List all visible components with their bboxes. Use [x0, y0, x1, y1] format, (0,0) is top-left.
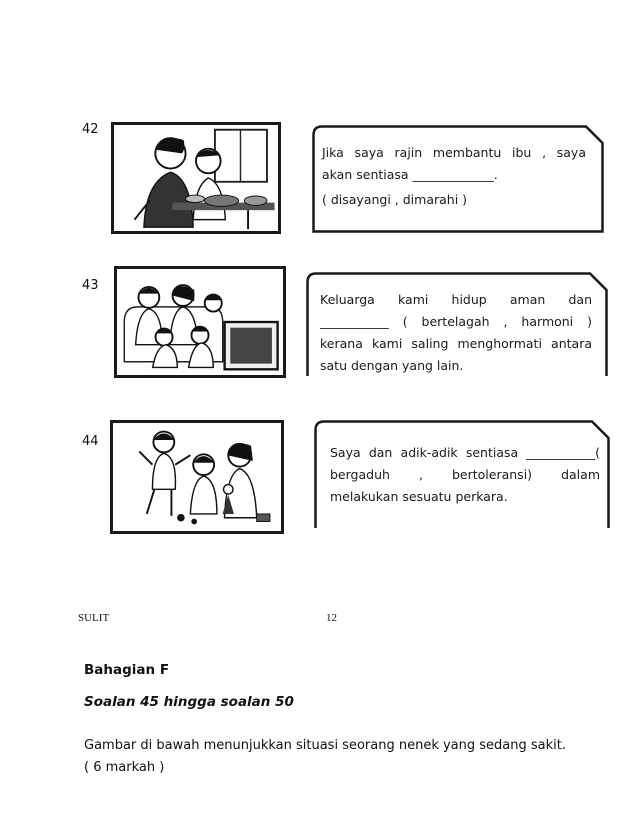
question-42-text	[322, 142, 586, 211]
question-43-line-3: kerana kami saling menghormati antara	[320, 336, 592, 351]
family-watching-television-illustration	[117, 269, 283, 375]
question-43-line-4: satu dengan yang lain.	[320, 358, 464, 373]
section-subheading: Soalan 45 hingga soalan 50	[84, 694, 294, 710]
question-43-line-1: Keluarga kami hidup aman dan	[320, 292, 592, 307]
question-42-line-2: akan sentiasa _____________.	[322, 167, 498, 182]
section-instruction: Gambar di bawah menunjukkan situasi seorang nenek yang sedang sakit.	[84, 738, 566, 753]
question-44-line-1: Saya dan adik-adik sentiasa ___________(	[330, 445, 600, 460]
question-number-43: 43	[82, 278, 99, 293]
question-42-line-1: Jika saya rajin membantu ibu , saya	[322, 145, 586, 160]
question-43-picture	[114, 266, 286, 378]
section-marks: ( 6 markah )	[84, 760, 165, 775]
question-43-text	[320, 289, 592, 377]
question-number-42: 42	[82, 122, 99, 137]
question-42-options: ( disayangi , dimarahi )	[322, 192, 468, 207]
question-44-line-3: melakukan sesuatu perkara.	[330, 489, 508, 504]
question-44-text	[330, 442, 600, 508]
page-number: 12	[326, 612, 337, 624]
question-43-line-2: ___________ ( bertelagah , harmoni )	[320, 314, 592, 329]
question-number-44: 44	[82, 434, 99, 449]
footer-label: SULIT	[78, 612, 110, 624]
question-42-picture	[111, 122, 281, 234]
question-44-line-2: bergaduh , bertoleransi) dalam	[330, 467, 600, 482]
section-heading: Bahagian F	[84, 662, 170, 678]
siblings-playing-together-illustration	[113, 423, 281, 531]
question-44-picture	[110, 420, 284, 534]
mother-and-daughter-cooking-illustration	[114, 125, 278, 231]
